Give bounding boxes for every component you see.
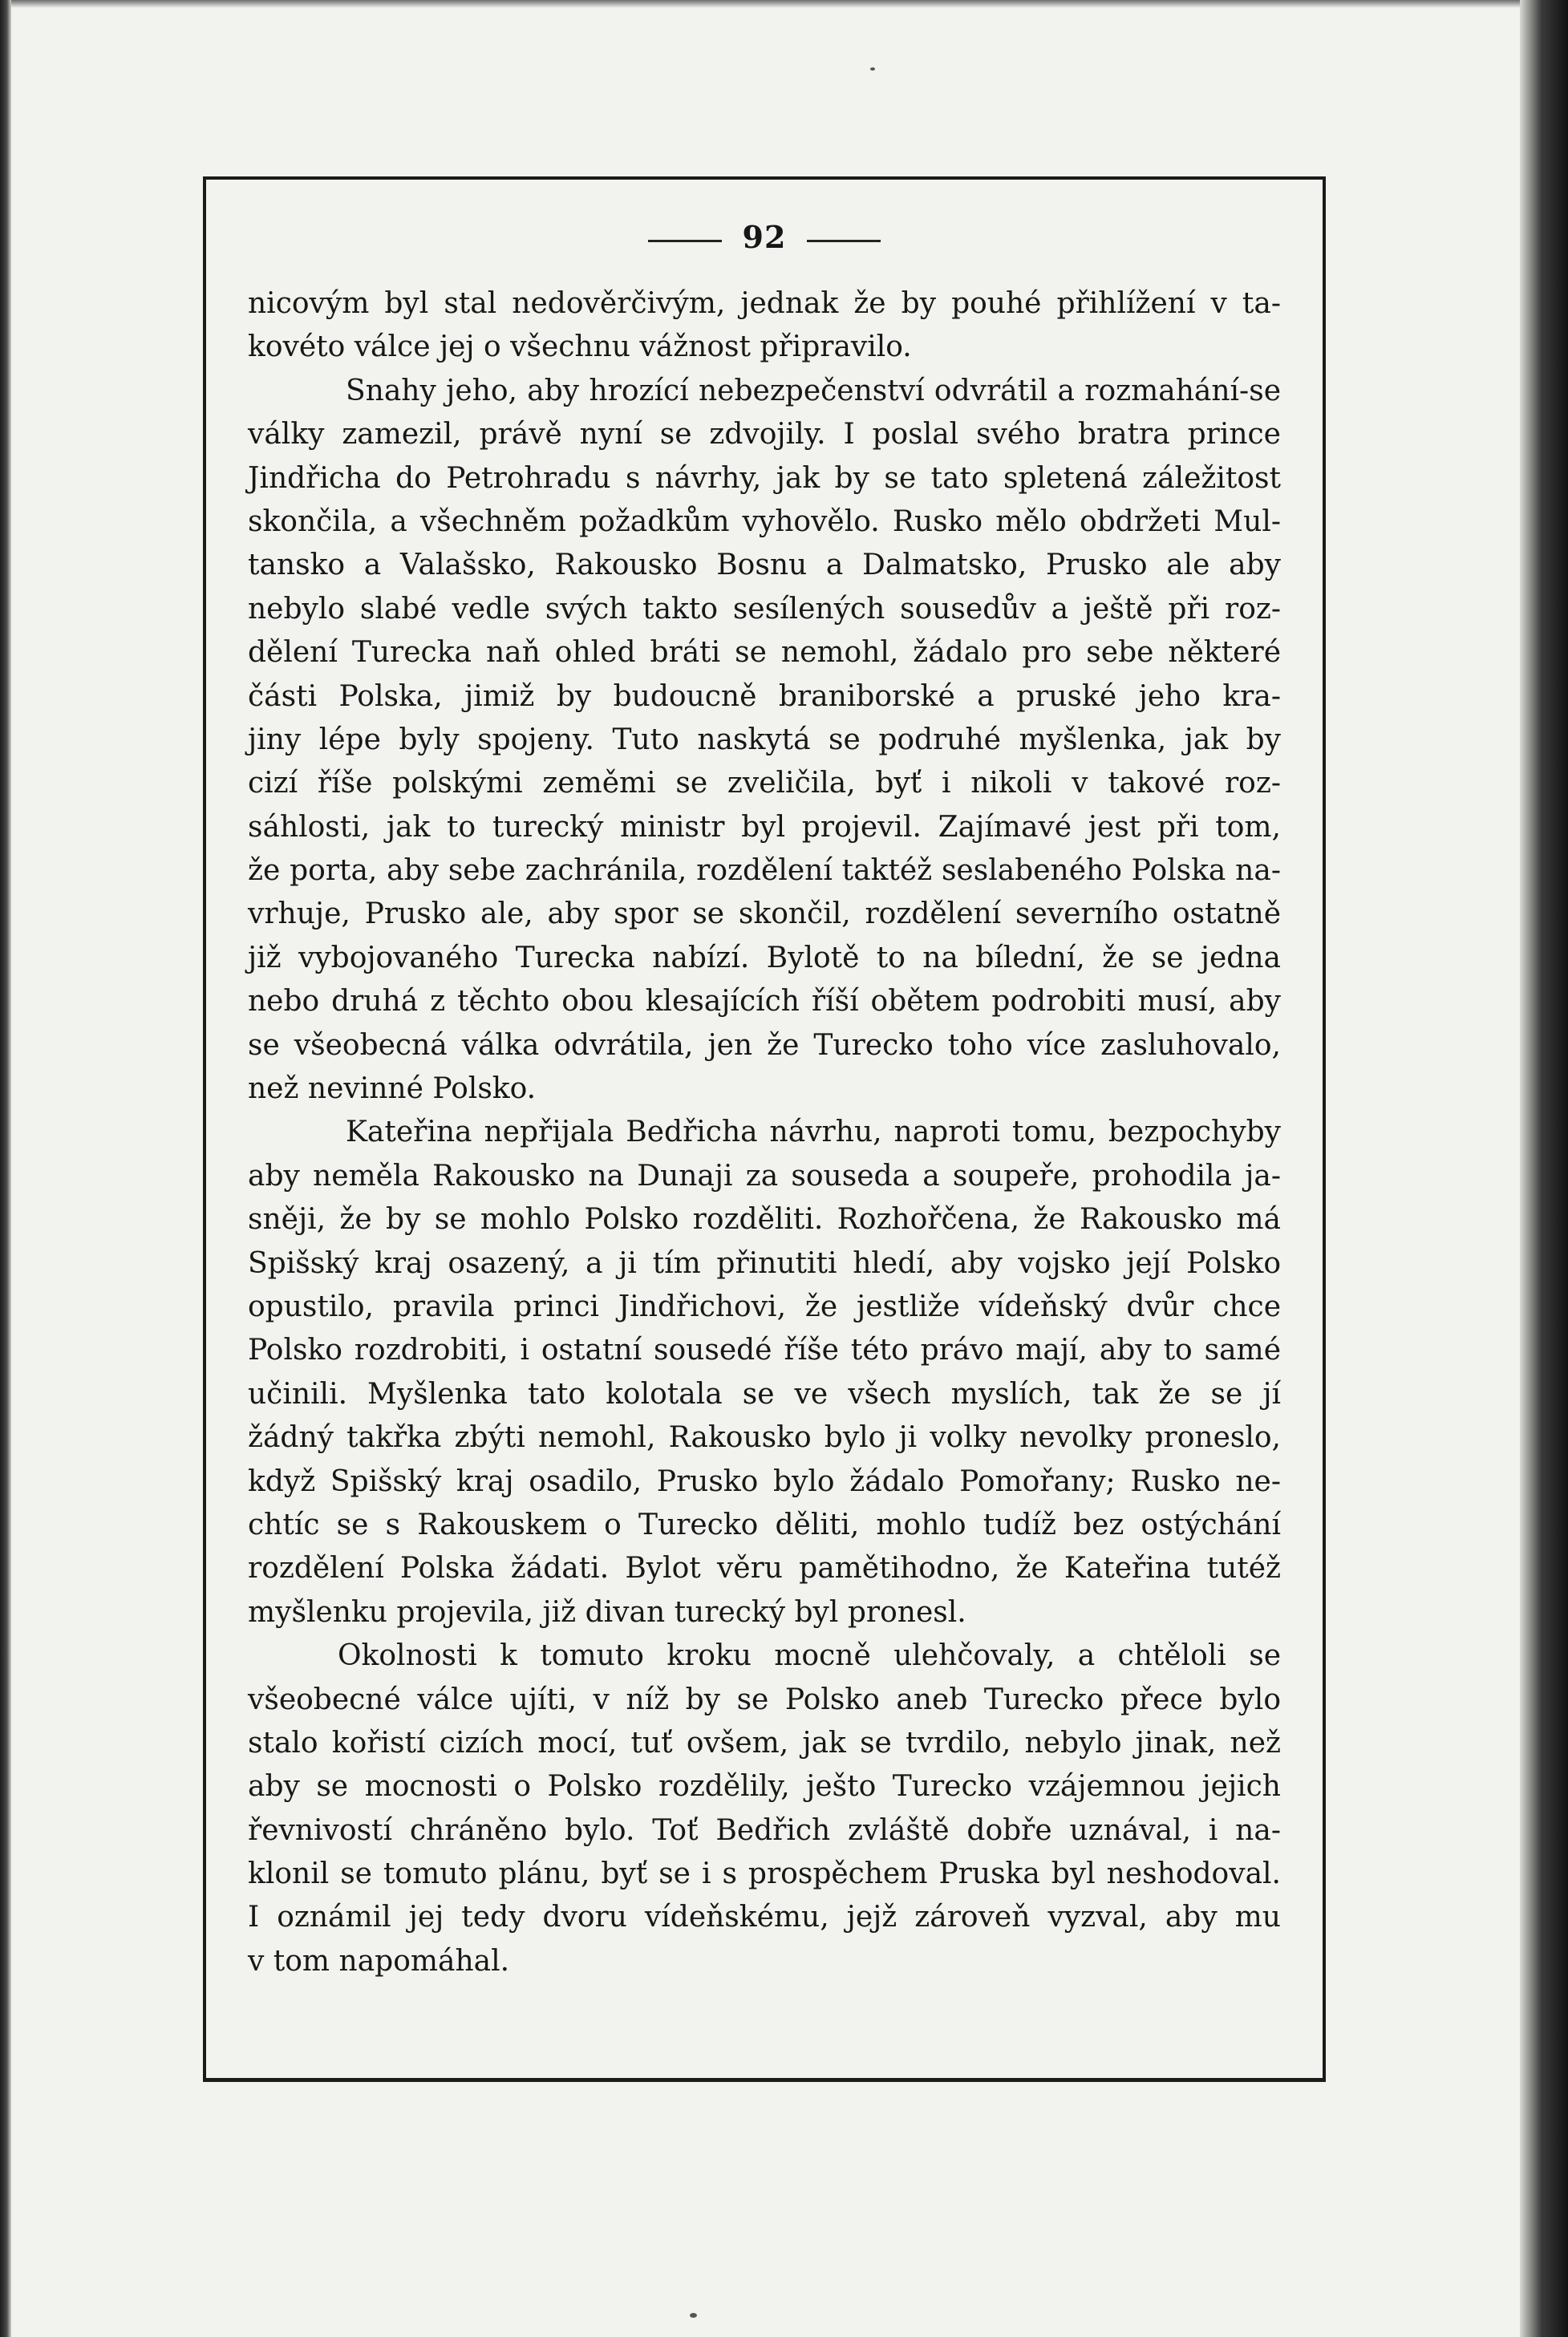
text-line: aby neměla Rakousko na Dunaji za souseda a soupeře, prohodila ja- [248, 1159, 1281, 1193]
text-line: klonil se tomuto plánu, byť se i s prospěchem Pruska byl neshodoval. [248, 1857, 1281, 1891]
text-line: nicovým byl stal nedověrčivým, jednak že by pouhé přihlížení v ta- [248, 287, 1281, 320]
text-line: Okolnosti k tomuto kroku mocně ulehčovaly, a chtěloli se [338, 1639, 1281, 1673]
header-rule-right [807, 240, 881, 242]
text-line: aby se mocnosti o Polsko rozdělily, ješto Turecko vzájemnou jejich [248, 1770, 1281, 1804]
paragraph [248, 1634, 1281, 1983]
text-line: všeobecné válce ujíti, v níž by se Polsko aneb Turecko přece bylo [248, 1683, 1281, 1716]
scan-shadow-left [0, 0, 11, 2337]
text-line: vrhuje, Prusko ale, aby spor se skončil, rozdělení severního ostatně [248, 897, 1281, 931]
text-line: tansko a Valašsko, Rakousko Bosnu a Dalmatsko, Prusko ale aby [248, 549, 1281, 582]
text-line: Jindřicha do Petrohradu s návrhy, jak by se tato spletená záležitost [248, 461, 1281, 495]
text-line: než nevinné Polsko. [248, 1072, 537, 1106]
text-line: rozdělení Polska žádati. Bylot věru pamětihodno, že Kateřina tutéž [248, 1552, 1281, 1586]
header-rule-left [648, 240, 722, 242]
text-line: Snahy jeho, aby hrozící nebezpečenství odvrátil a rozmahání-se [346, 374, 1281, 407]
text-line: sáhlosti, jak to turecký ministr byl projevil. Zajímavé jest při tom, [248, 810, 1281, 844]
text-line: nebylo slabé vedle svých takto sesílených sousedův a ještě při roz- [248, 592, 1281, 626]
text-line: války zamezil, právě nyní se zdvojily. I poslal svého bratra prince [248, 418, 1281, 452]
page-header [206, 217, 1323, 257]
text-line: v tom napomáhal. [248, 1944, 510, 1978]
text-line: cizí říše polskými zeměmi se zveličila, byť i nikoli v takové roz- [248, 767, 1281, 800]
text-line: Kateřina nepřijala Bedřicha návrhu, naproti tomu, bezpochyby [346, 1116, 1281, 1149]
text-line: Polsko rozdrobiti, i ostatní sousedé říše této právo mají, aby to samé [248, 1334, 1281, 1367]
text-line: I oznámil jej tedy dvoru vídeňskému, jejž zároveň vyzval, aby mu [248, 1901, 1281, 1934]
text-line: že porta, aby sebe zachránila, rozdělení taktéž seslabeného Polska na- [248, 854, 1281, 888]
scan-shadow-right [1520, 0, 1568, 2337]
text-line: chtíc se s Rakouskem o Turecko děliti, mohlo tudíž bez ostýchání [248, 1508, 1281, 1541]
text-line: Spišský kraj osazený, a ji tím přinutiti hledí, aby vojsko její Polsko [248, 1246, 1281, 1280]
text-line: kovéto válce jej o všechnu vážnost připravilo. [248, 330, 912, 364]
scan-shadow-top [0, 0, 1568, 8]
paragraph [248, 282, 1281, 370]
text-line: skončila, a všechněm požadkům vyhovělo. Rusko mělo obdržeti Mul- [248, 504, 1281, 538]
text-line: nebo druhá z těchto obou klesajících říší obětem podrobiti musí, aby [248, 985, 1281, 1019]
dust-speck [870, 67, 875, 71]
dust-speck [690, 2313, 697, 2318]
page-border [203, 176, 1326, 2082]
text-line: řevnivostí chráněno bylo. Toť Bedřich zvláště dobře uznával, i na- [248, 1813, 1281, 1847]
text-line: myšlenku projevila, již divan turecký byl pronesl. [248, 1595, 966, 1629]
paragraph [248, 370, 1281, 1112]
paragraph [248, 1111, 1281, 1634]
text-line: dělení Turecka naň ohled bráti se nemohl, žádalo pro sebe některé [248, 636, 1281, 670]
text-line: učinili. Myšlenka tato kolotala se ve všech myslích, tak že se jí [248, 1377, 1281, 1411]
text-line: opustilo, pravila princi Jindřichovi, že jestliže vídeňský dvůr chce [248, 1290, 1281, 1323]
text-line: se všeobecná válka odvrátila, jen že Turecko toho více zasluhovalo, [248, 1028, 1281, 1062]
body-text [248, 282, 1281, 1983]
text-line: již vybojovaného Turecka nabízí. Bylotě to na bílední, že se jedna [248, 941, 1281, 974]
page-number: 92 [742, 218, 787, 255]
text-line: když Spišský kraj osadilo, Prusko bylo žádalo Pomořany; Rusko ne- [248, 1464, 1281, 1498]
text-line: žádný takřka zbýti nemohl, Rakousko bylo ji volky nevolky proneslo, [248, 1421, 1281, 1455]
text-line: jiny lépe byly spojeny. Tuto naskytá se podruhé myšlenka, jak by [248, 723, 1281, 756]
text-line: stalo kořistí cizích mocí, tuť ovšem, jak se tvrdilo, nebylo jinak, než [248, 1726, 1281, 1760]
text-line: sněji, že by se mohlo Polsko rozděliti. Rozhořčena, že Rakousko má [248, 1203, 1281, 1237]
text-line: části Polska, jimiž by budoucně braniborské a pruské jeho kra- [248, 679, 1281, 713]
